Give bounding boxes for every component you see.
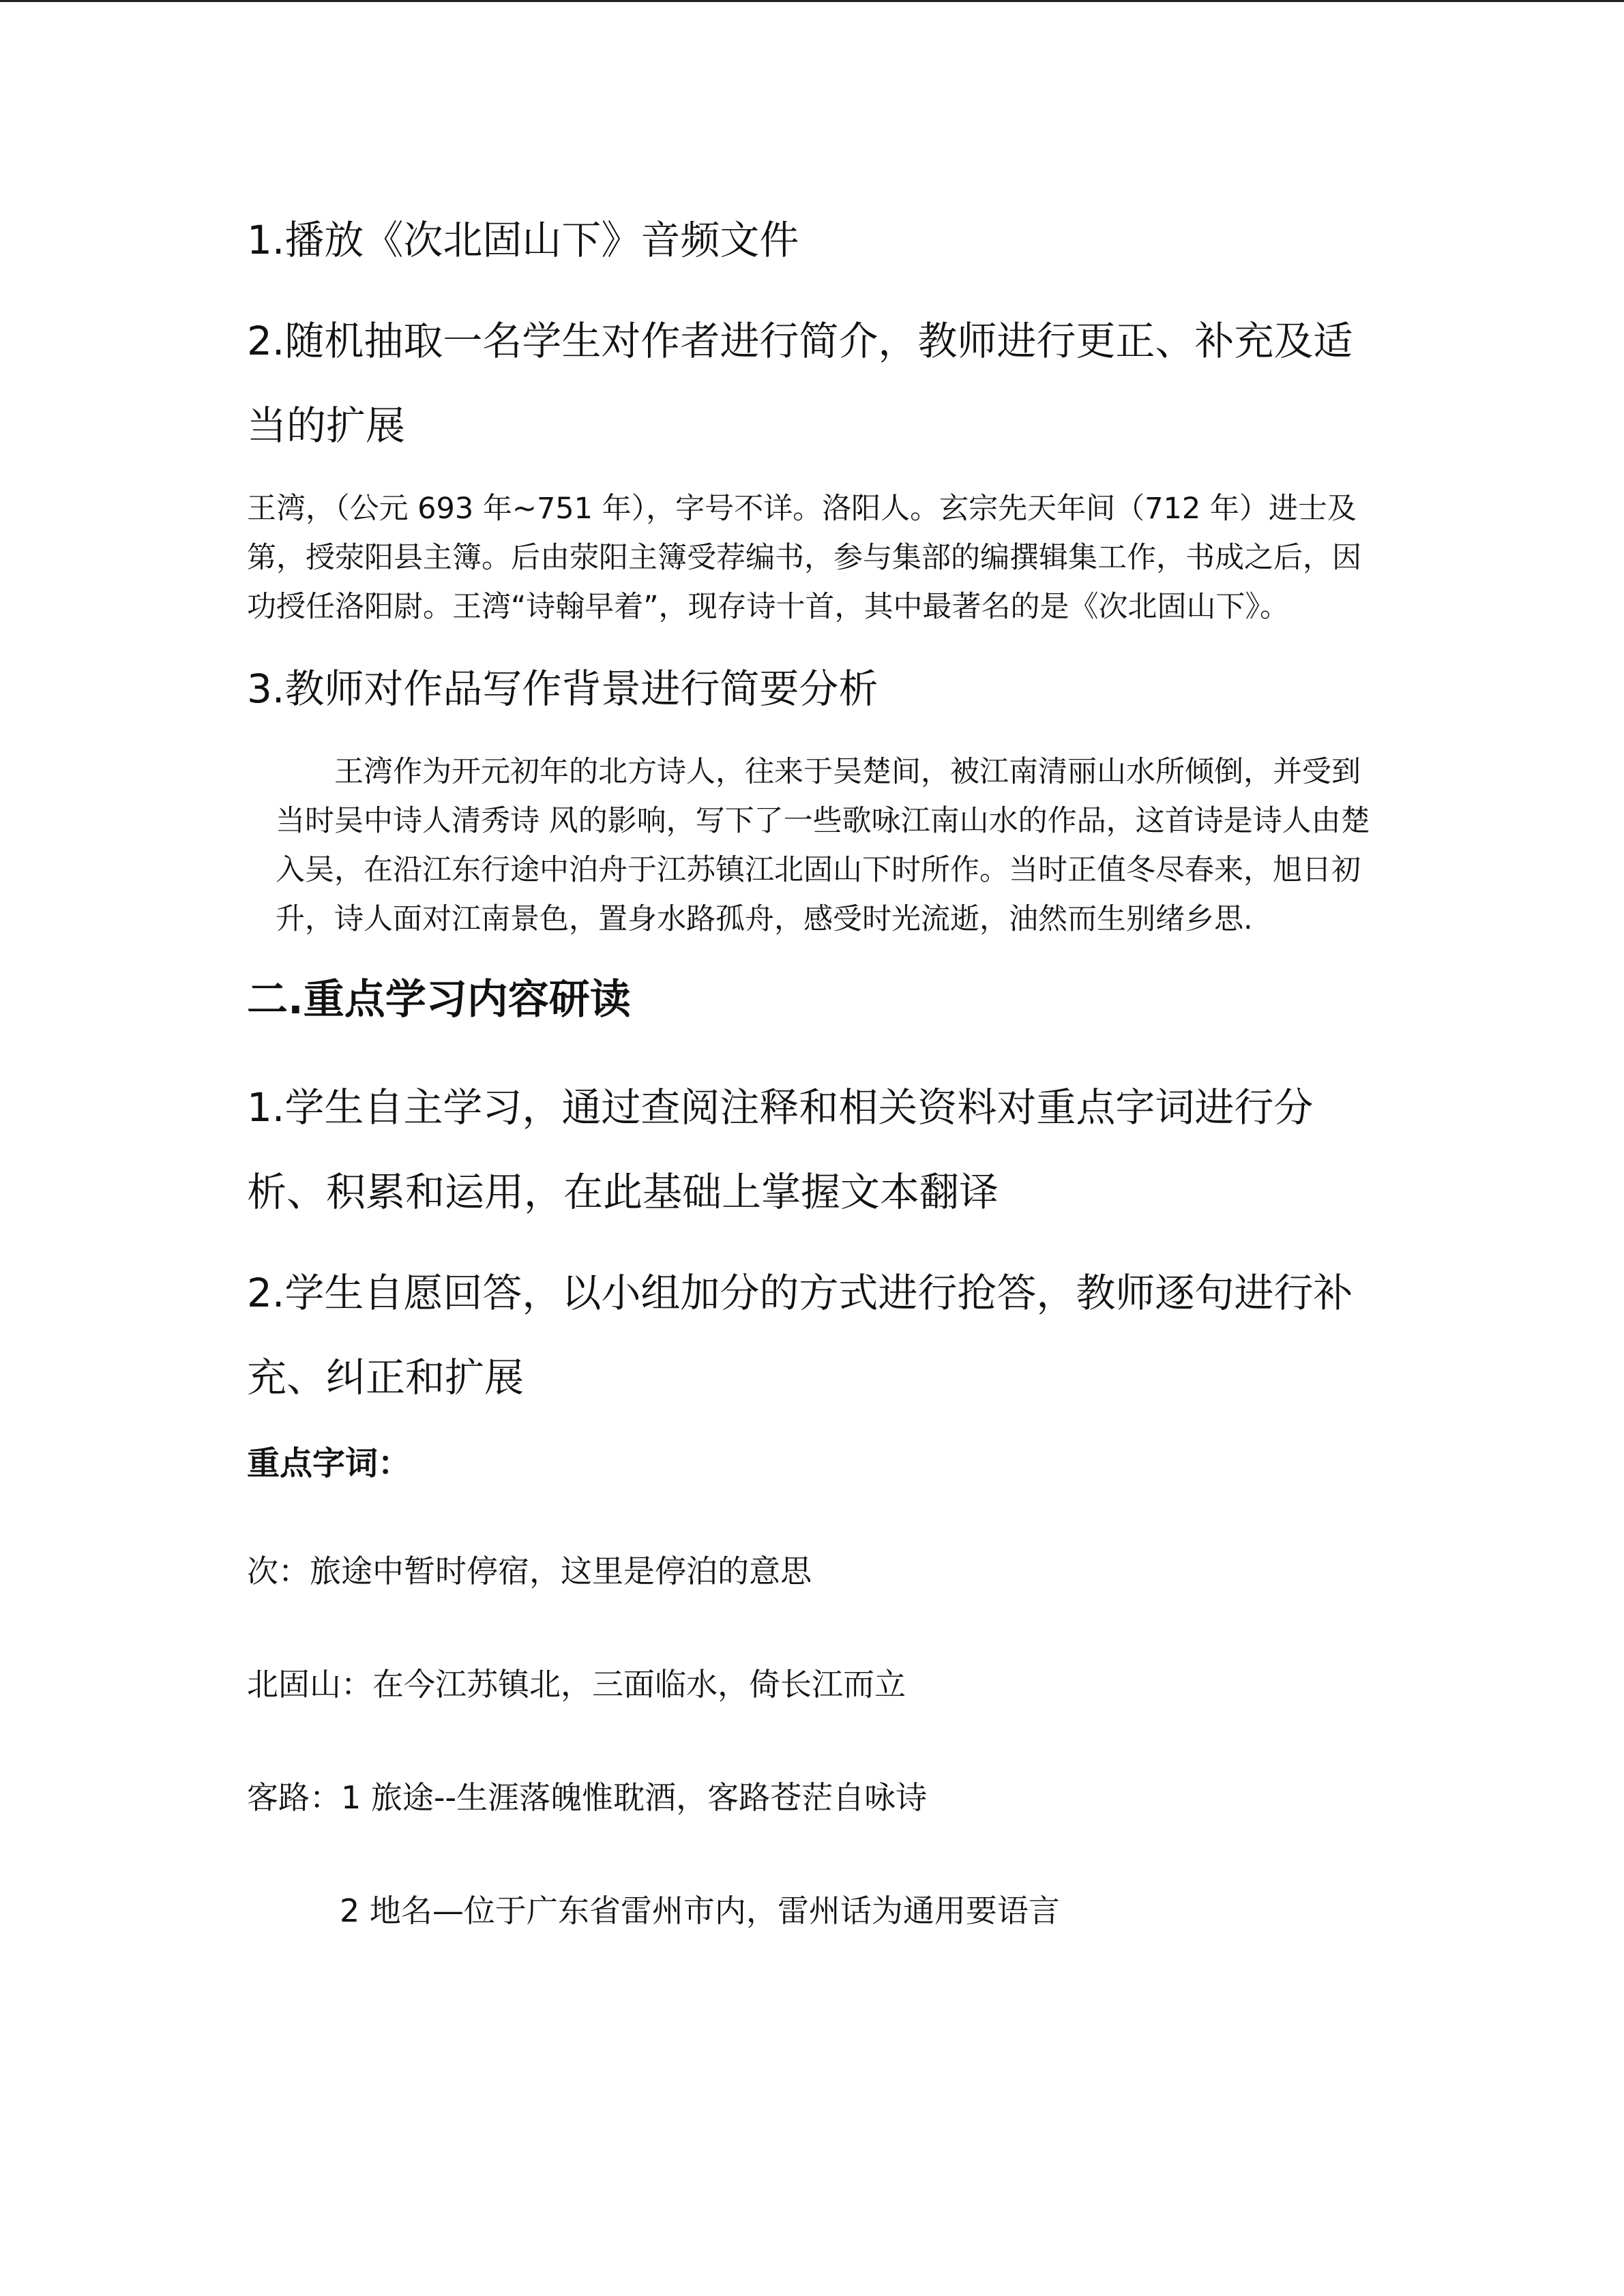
- vocab-heading: 重点字词：: [247, 1444, 411, 1482]
- vocab-item-ci: 次：旅途中暂时停宿，这里是停泊的意思: [247, 1553, 812, 1590]
- step-background-analysis: 3.教师对作品写作背景进行简要分析: [247, 666, 879, 712]
- vocab-item-beigushan: 北固山：在今江苏镇北，三面临水，倚长江而立: [247, 1666, 906, 1703]
- step-self-study: 1.学生自主学习，通过查阅注释和相关资料对重点字词进行分析、积累和运用，在此基础上掌握文本翻译: [247, 1084, 1314, 1215]
- section-heading-key-study: 二.重点学习内容研读: [247, 976, 631, 1024]
- vocab-item-kelu: 客路：1 旅途--生涯落魄惟耽酒，客路苍茫自咏诗: [247, 1779, 928, 1816]
- vocab-item-kelu-place: 2 地名—位于广东省雷州市内，雷州话为通用要语言: [340, 1892, 1060, 1929]
- author-intro-paragraph: 王湾，（公元 693 年~751 年），字号不详。洛阳人。玄宗先天年间（712 年）进士及第，授荥阳县主簿。后由荥阳主簿受荐编书，参与集部的编撰辑集工作，书成之后，因功授任洛阳尉。王湾“诗翰早着”，现存诗十首，其中最著名的是《次北固山下》。: [247, 492, 1361, 624]
- step-play-audio: 1.播放《次北固山下》音频文件: [247, 217, 799, 263]
- page-top-border: [0, 0, 1624, 2]
- step-author-intro: 2.随机抽取一名学生对作者进行简介，教师进行更正、补充及适当的扩展: [247, 318, 1353, 449]
- step-volunteer-answer: 2.学生自愿回答，以小组加分的方式进行抢答，教师逐句进行补充、纠正和扩展: [247, 1270, 1353, 1401]
- document-content: [247, 198, 1379, 1997]
- background-paragraph: 王湾作为开元初年的北方诗人，往来于吴楚间，被江南清丽山水所倾倒，并受到当时吴中诗人清秀诗 风的影响，写下了一些歌咏江南山水的作品，这首诗是诗人由楚入吴，在沿江东行途中泊舟于江苏镇江北固山下时所作。当时正值冬尽春来，旭日初升，诗人面对江南景色，置身水路孤舟，感受时光流逝，油然而生别绪乡思.: [276, 755, 1370, 936]
